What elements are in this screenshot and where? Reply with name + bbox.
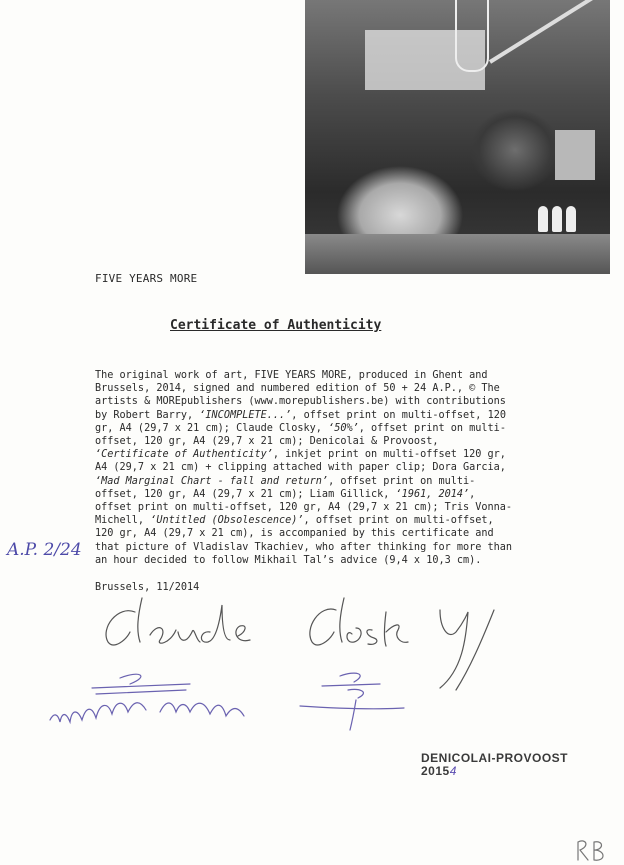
- certificate-title: Certificate of Authenticity: [170, 318, 382, 333]
- stamp-hand-number: 4: [449, 764, 457, 778]
- place-date: Brussels, 11/2014: [95, 582, 200, 593]
- work-title: ‘Certificate of Authenticity’: [95, 449, 273, 461]
- body-part: , offset print on multi-offset, 120 gr, A4 (29,7 x 21 cm); Denicolai & Provoost,: [95, 422, 506, 448]
- body-part: , offset print on multi-offset, 120 gr, A4 (29,7 x 21 cm); Liam Gillick,: [95, 475, 476, 500]
- artist-stamp: [421, 752, 568, 778]
- edition-number: A.P. 2/24: [7, 540, 82, 560]
- work-title: ‘Mad Marginal Chart - fall and return’: [95, 475, 329, 487]
- body-part: , offset print on multi-offset, 120 gr, A4 (29,7 x 21 cm), is accompanied by this certificate and that picture of Vladislav Tkachiev, who after thinking for more than an hour decided to follow Mikhail Tal’s advice (9,4 x 10,3 cm).: [95, 515, 513, 566]
- body-part: , inkjet print on multi-offset 120 gr, A4 (29,7 x 21 cm) + clipping attached with paper clip; Dora Garcia,: [95, 449, 506, 474]
- work-title: ‘50%’: [328, 422, 359, 434]
- series-label: FIVE YEARS MORE: [95, 272, 198, 285]
- body-part: , offset print on multi-offset, 120 gr, A4 (29,7 x 21 cm); Tris Vonna-Michell,: [95, 488, 513, 527]
- initials-rb: [578, 841, 603, 860]
- work-title: ‘INCOMPLETE...’: [199, 409, 292, 421]
- stamp-year: 2015: [421, 764, 450, 778]
- work-title: ‘Untitled (Obsolescence)’: [150, 515, 304, 527]
- stamp-line-year: [421, 765, 568, 778]
- work-title: ‘1961, 2014’: [395, 488, 470, 500]
- stamp-line-names: DENICOLAI-PROVOOST: [421, 751, 569, 765]
- body-part: , offset print on multi-offset, 120 gr, A4 (29,7 x 21 cm); Claude Closky,: [95, 409, 506, 434]
- signature-claude-closky: [106, 598, 494, 690]
- signature-cross: [300, 673, 404, 730]
- signature-squiggle: [50, 674, 244, 722]
- body-part: The original work of art, FIVE YEARS MORE, produced in Ghent and Brussels, 2014, signed and numbered edition of 50 + 24 A.P., © The artists & MOREpublishers (www.morepublishers.be) with contributions by Robert Barry,: [95, 370, 506, 421]
